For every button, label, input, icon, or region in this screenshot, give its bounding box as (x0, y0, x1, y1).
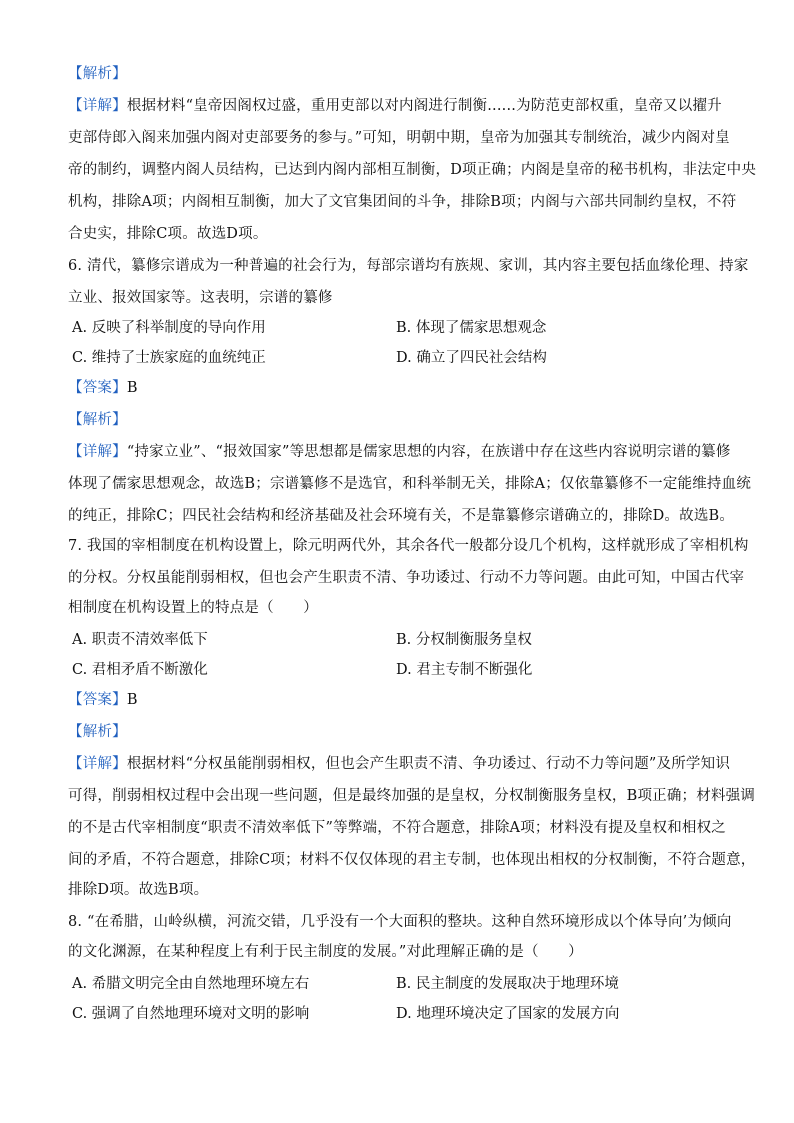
q6-option-b: B. 体现了儒家思想观念 (396, 320, 547, 336)
detail-label: 【详解】 (68, 756, 127, 772)
q6-answer: 【答案】B (68, 380, 138, 396)
question-6-stem: 6. 清代，纂修宗谱成为一种普遍的社会行为，每部宗谱均有族规、家训，其内容主要包括血缘伦理、持家 (68, 258, 749, 274)
detail-label: 【详解】 (68, 444, 127, 460)
q7-option-c: C. 君相矛盾不断激化 (72, 662, 208, 678)
detail-line: 的纯正，排除C；四民社会结构和经济基础及社会环境有关，不是靠纂修宗谱确立的，排除D。故选B。 (68, 508, 735, 524)
q8-option-a: A. 希腊文明完全由自然地理环境左右 (72, 976, 310, 992)
question-7-stem: 相制度在机构设置上的特点是（ ） (68, 600, 318, 616)
q6-option-c: C. 维持了士族家庭的血统纯正 (72, 350, 266, 366)
q8-option-c: C. 强调了自然地理环境对文明的影响 (72, 1006, 310, 1022)
detail-line: 机构，排除A项；内阁相互制衡，加大了文官集团间的斗争，排除B项；内阁与六部共同制约皇权，不符 (68, 194, 737, 210)
q6-option-d: D. 确立了四民社会结构 (396, 350, 547, 366)
answer-label: 【答案】 (68, 380, 127, 396)
q7-option-d: D. 君主专制不断强化 (396, 662, 533, 678)
q7-option-b: B. 分权制衡服务皇权 (396, 632, 532, 648)
question-7-stem: 的分权。分权虽能削弱相权，但也会产生职责不清、争功诿过、行动不力等问题。由此可知，中国古代宰 (68, 570, 745, 586)
detail-line: 吏部侍郎入阁来加强内阁对吏部要务的参与。”可知，明朝中期，皇帝为加强其专制统治，减少内阁对皇 (68, 130, 730, 146)
detail-label: 【详解】 (68, 98, 127, 114)
detail-line: 排除D项。故选B项。 (68, 882, 209, 898)
question-8-stem: 8. “在希腊，山岭纵横，河流交错，几乎没有一个大面积的整块。这种自然环境形成以个体导向’为倾向 (68, 914, 732, 930)
question-8-stem: 的文化渊源，在某种程度上有利于民主制度的发展。”对此理解正确的是（ ） (68, 944, 583, 960)
question-6-stem: 立业、报效国家等。这表明，宗谱的纂修 (68, 290, 333, 306)
detail-line: 合史实，排除C项。故选D项。 (68, 226, 268, 242)
detail-line: 【详解】根据材料“皇帝因阁权过盛，重用吏部以对内阁进行制衡......为防范吏部权重，皇帝又以擢升 (68, 98, 722, 114)
q6-option-a: A. 反映了科举制度的导向作用 (72, 320, 266, 336)
q8-option-b: B. 民主制度的发展取决于地理环境 (396, 976, 619, 992)
q7-answer: 【答案】B (68, 692, 138, 708)
detail-line: 帝的制约，调整内阁人员结构，已达到内阁内部相互制衡，D项正确；内阁是皇帝的秘书机构，非法定中央 (68, 162, 757, 178)
analysis-label: 【解析】 (68, 66, 127, 82)
q7-option-a: A. 职责不清效率低下 (72, 632, 208, 648)
answer-label: 【答案】 (68, 692, 127, 708)
q8-option-d: D. 地理环境决定了国家的发展方向 (396, 1006, 620, 1022)
analysis-label: 【解析】 (68, 724, 127, 740)
detail-line: 的不是古代宰相制度“职责不清效率低下”等弊端，不符合题意，排除A项；材料没有提及皇权和相权之 (68, 820, 726, 836)
analysis-label: 【解析】 (68, 412, 127, 428)
detail-line: 体现了儒家思想观念，故选B；宗谱纂修不是选官，和科举制无关，排除A；仅依靠纂修不一定能维持血统 (68, 476, 752, 492)
detail-line: 【详解】“持家立业”、“报效国家”等思想都是儒家思想的内容，在族谱中存在这些内容说明宗谱的纂修 (68, 444, 731, 460)
detail-line: 【详解】根据材料“分权虽能削弱相权，但也会产生职责不清、争功诿过、行动不力等问题”及所学知识 (68, 756, 731, 772)
question-7-stem: 7. 我国的宰相制度在机构设置上，除元明两代外，其余各代一般都分设几个机构，这样就形成了宰相机构 (68, 538, 749, 554)
detail-line: 可得，削弱相权过程中会出现一些问题，但是最终加强的是皇权，分权制衡服务皇权，B项正确；材料强调 (68, 788, 756, 804)
detail-line: 间的矛盾，不符合题意，排除C项；材料不仅仅体现的君主专制，也体现出相权的分权制衡，不符合题意， (68, 852, 756, 868)
